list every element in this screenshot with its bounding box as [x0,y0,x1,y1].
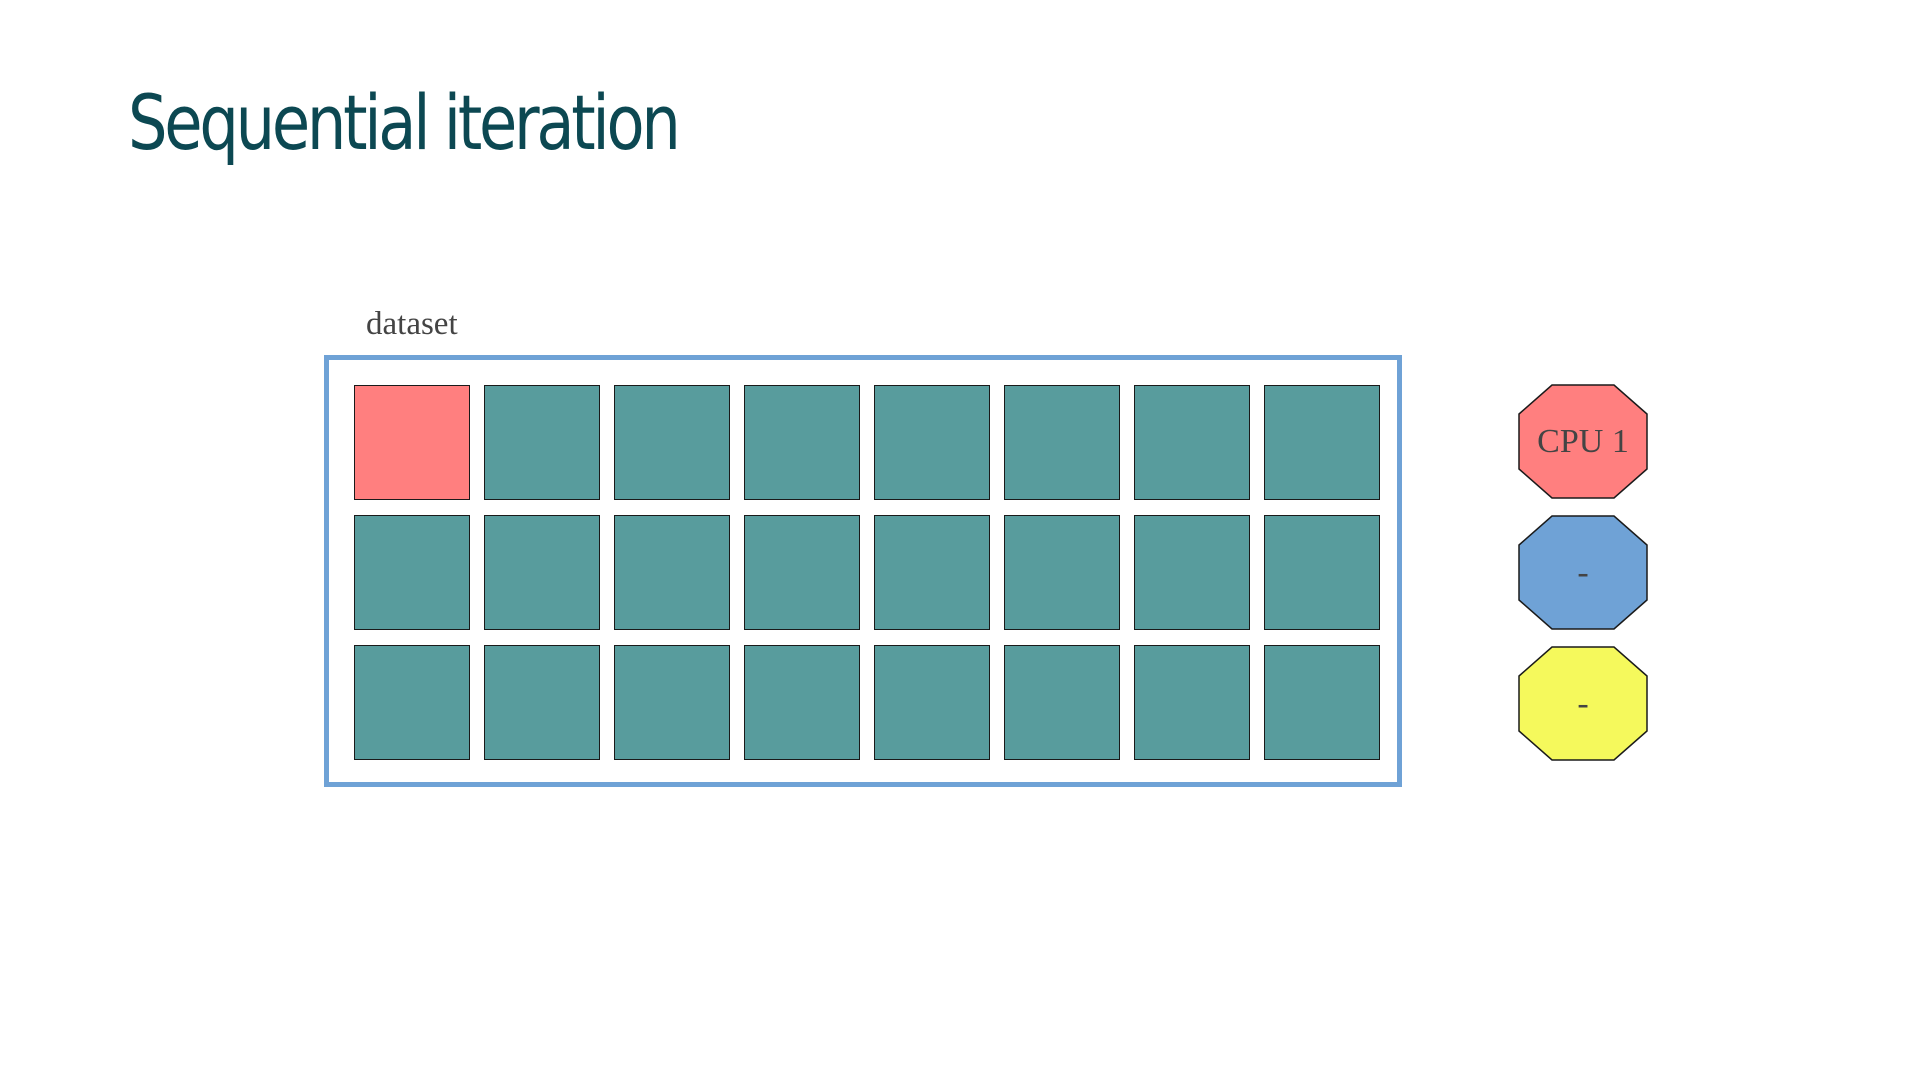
dataset-label: dataset [366,306,458,342]
dataset-cell [1004,645,1120,760]
dataset-cell [874,385,990,500]
dataset-cell [1004,385,1120,500]
dataset-cell [744,645,860,760]
dataset-cell [484,515,600,630]
dataset-cell [1004,515,1120,630]
dataset-cell [614,645,730,760]
dataset-cell [1134,385,1250,500]
cpu-3-label: - [1577,684,1589,722]
dataset-cell [484,645,600,760]
dataset-cell [744,515,860,630]
dataset-cell [1264,645,1380,760]
cpu-2-label: - [1577,553,1589,591]
cpu-3 [1518,646,1648,761]
dataset-cell [1134,515,1250,630]
dataset-cell [744,385,860,500]
cpu-1 [1518,384,1648,499]
dataset-cell [874,515,990,630]
dataset-cell [484,385,600,500]
dataset-cell [614,515,730,630]
dataset-cell-active [354,385,470,500]
dataset-cell [1264,385,1380,500]
dataset-cell [874,645,990,760]
cpu-2 [1518,515,1648,630]
dataset-cell [1134,645,1250,760]
dataset-cell [354,515,470,630]
slide-title: Sequential iteration [128,78,678,167]
cpu-1-label: CPU 1 [1537,422,1629,460]
dataset-cell [1264,515,1380,630]
dataset-cell [354,645,470,760]
dataset-cell [614,385,730,500]
dataset-container [324,355,1402,787]
